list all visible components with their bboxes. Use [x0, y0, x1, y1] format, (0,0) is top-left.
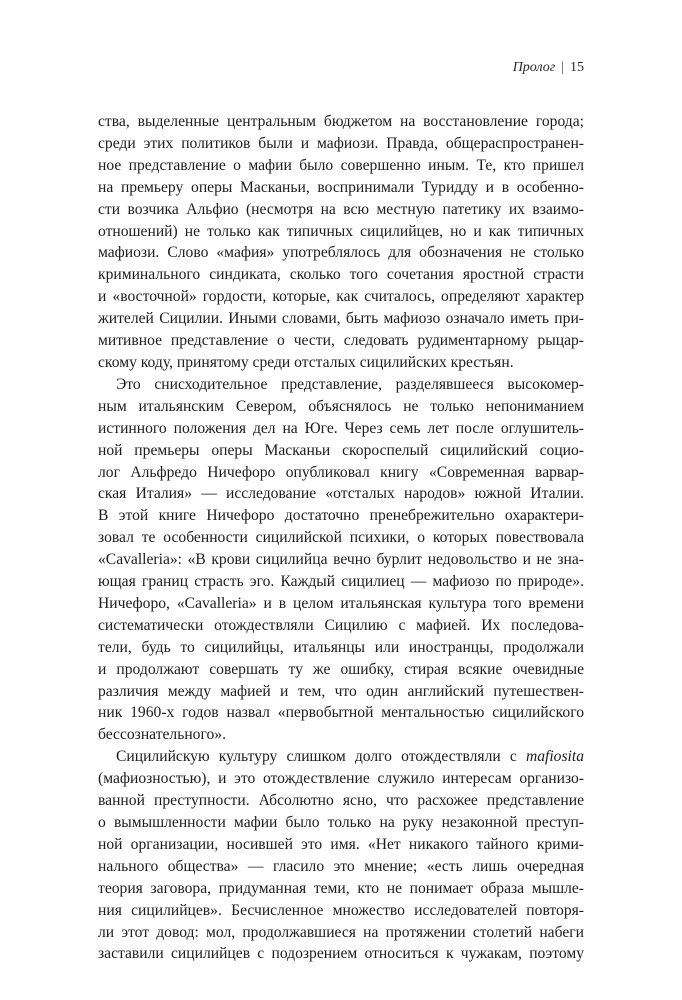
text-line: теория заговора, придуманная теми, кто не понимает образа мышле- [98, 879, 584, 897]
italic-term: mafiosita [525, 748, 584, 766]
text-line: жителей Сицилии. Иными словами, быть мафиозо означало иметь при- [98, 310, 584, 328]
text-line: ния сицилийцев». Бесчисленное множество исследователей повторя- [98, 901, 584, 919]
text-line: ным итальянским Севером, объяснялось не только непониманием [98, 397, 584, 415]
text-line: о вымышленности мафии было только на руку незаконной преступ- [98, 814, 584, 831]
text-line: мафиози. Слово «мафия» употреблялось для обозначения не столько [98, 244, 584, 262]
section-title: Пролог [512, 60, 556, 75]
text-line: ющая границ страсть эго. Каждый сицилиец — мафиозо по природе». [98, 573, 584, 591]
text-line: Ничефоро, «Cavalleria» и в целом итальянская культура того времени [98, 594, 584, 612]
text-line: ной организации, носившей это имя. «Нет никакого тайного крими- [98, 835, 584, 853]
paragraph [98, 374, 584, 746]
paragraph [98, 111, 584, 374]
paragraph [98, 746, 584, 965]
text-line: различия между мафией и тем, что один английский путешествен- [98, 682, 584, 700]
text-line: (мафиозностью), и это отождествление служило интересам организо- [98, 770, 584, 788]
text-line: Это снисходительное представление, разделявшееся высокомер- [116, 375, 584, 393]
text-line: ванной преступности. Абсолютно ясно, что расхожее представление [98, 792, 584, 810]
text-line: ская Италия» — исследование «отсталых народов» южной Италии. [98, 485, 584, 503]
text-line: криминального синдиката, сколько того сочетания яростной страсти [98, 266, 584, 284]
text-line: среди этих политиков были и мафиози. Правда, общераспространен- [98, 134, 584, 152]
text-line: на премьеру оперы Масканьи, воспринимали Туридду и в особенно- [98, 178, 584, 196]
text-line: сти возчика Альфио (несмотря на всю местную патетику их взаимо- [98, 200, 584, 218]
text-line: и продолжают совершать ту же ошибку, стирая всякие очевидные [98, 660, 584, 678]
text-line: ное представление о мафии было совершенно иным. Те, кто пришел [98, 156, 584, 174]
page-number: 15 [570, 60, 584, 75]
text-line: тели, будь то сицилийцы, итальянцы или иностранцы, продолжали [98, 638, 584, 656]
text-line: скому коду, принятому среди отсталых сицилийских крестьян. [98, 353, 514, 371]
header-separator: | [561, 60, 564, 75]
text-line: нального общества» — гласило это мнение; «есть лишь очередная [98, 857, 584, 875]
text-line: «Cavalleria»: «В крови сицилийца вечно бурлит недовольство и не зна- [98, 551, 584, 569]
text-line: лог Альфредо Ничефоро опубликовал книгу «Современная варвар- [98, 463, 584, 481]
text-line: истинного положения дел на Юге. Через семь лет после оглушитель- [98, 419, 584, 437]
text-line: и «восточной» гордости, которые, как считалось, определяют характер [98, 288, 584, 306]
text-line: отношений) не только как типичных сицилийцев, но и как типичных [98, 222, 584, 240]
text-line: бессознательного». [98, 726, 226, 744]
text-line: ник 1960-х годов назвал «первобытной ментальностью сицилийского [98, 704, 584, 722]
text-line: ства, выделенные центральным бюджетом на восстановление города; [98, 113, 584, 130]
body-text [98, 111, 584, 965]
running-header [513, 60, 584, 76]
text-line: ной премьеры оперы Масканьи скороспелый сицилийский социо- [98, 441, 584, 459]
text-line-lead: Сицилийскую культуру слишком долго отождествляли с [116, 748, 526, 766]
text-line: систематически отождествляли Сицилию с мафией. Их последова- [98, 616, 584, 634]
text-line: ли этот довод: мол, продолжавшиеся на протяжении столетий набеги [98, 923, 584, 941]
text-line: В этой книге Ничефоро достаточно пренебрежительно охарактери- [98, 507, 584, 525]
text-line: зовал те особенности сицилийской психики, о которых повествовала [98, 529, 584, 547]
text-line [98, 746, 584, 768]
text-line: митивное представление о чести, следовать рудиментарному рыцар- [98, 332, 584, 350]
text-line: заставили сицилийцев с подозрением относиться к чужакам, поэтому [98, 945, 584, 963]
